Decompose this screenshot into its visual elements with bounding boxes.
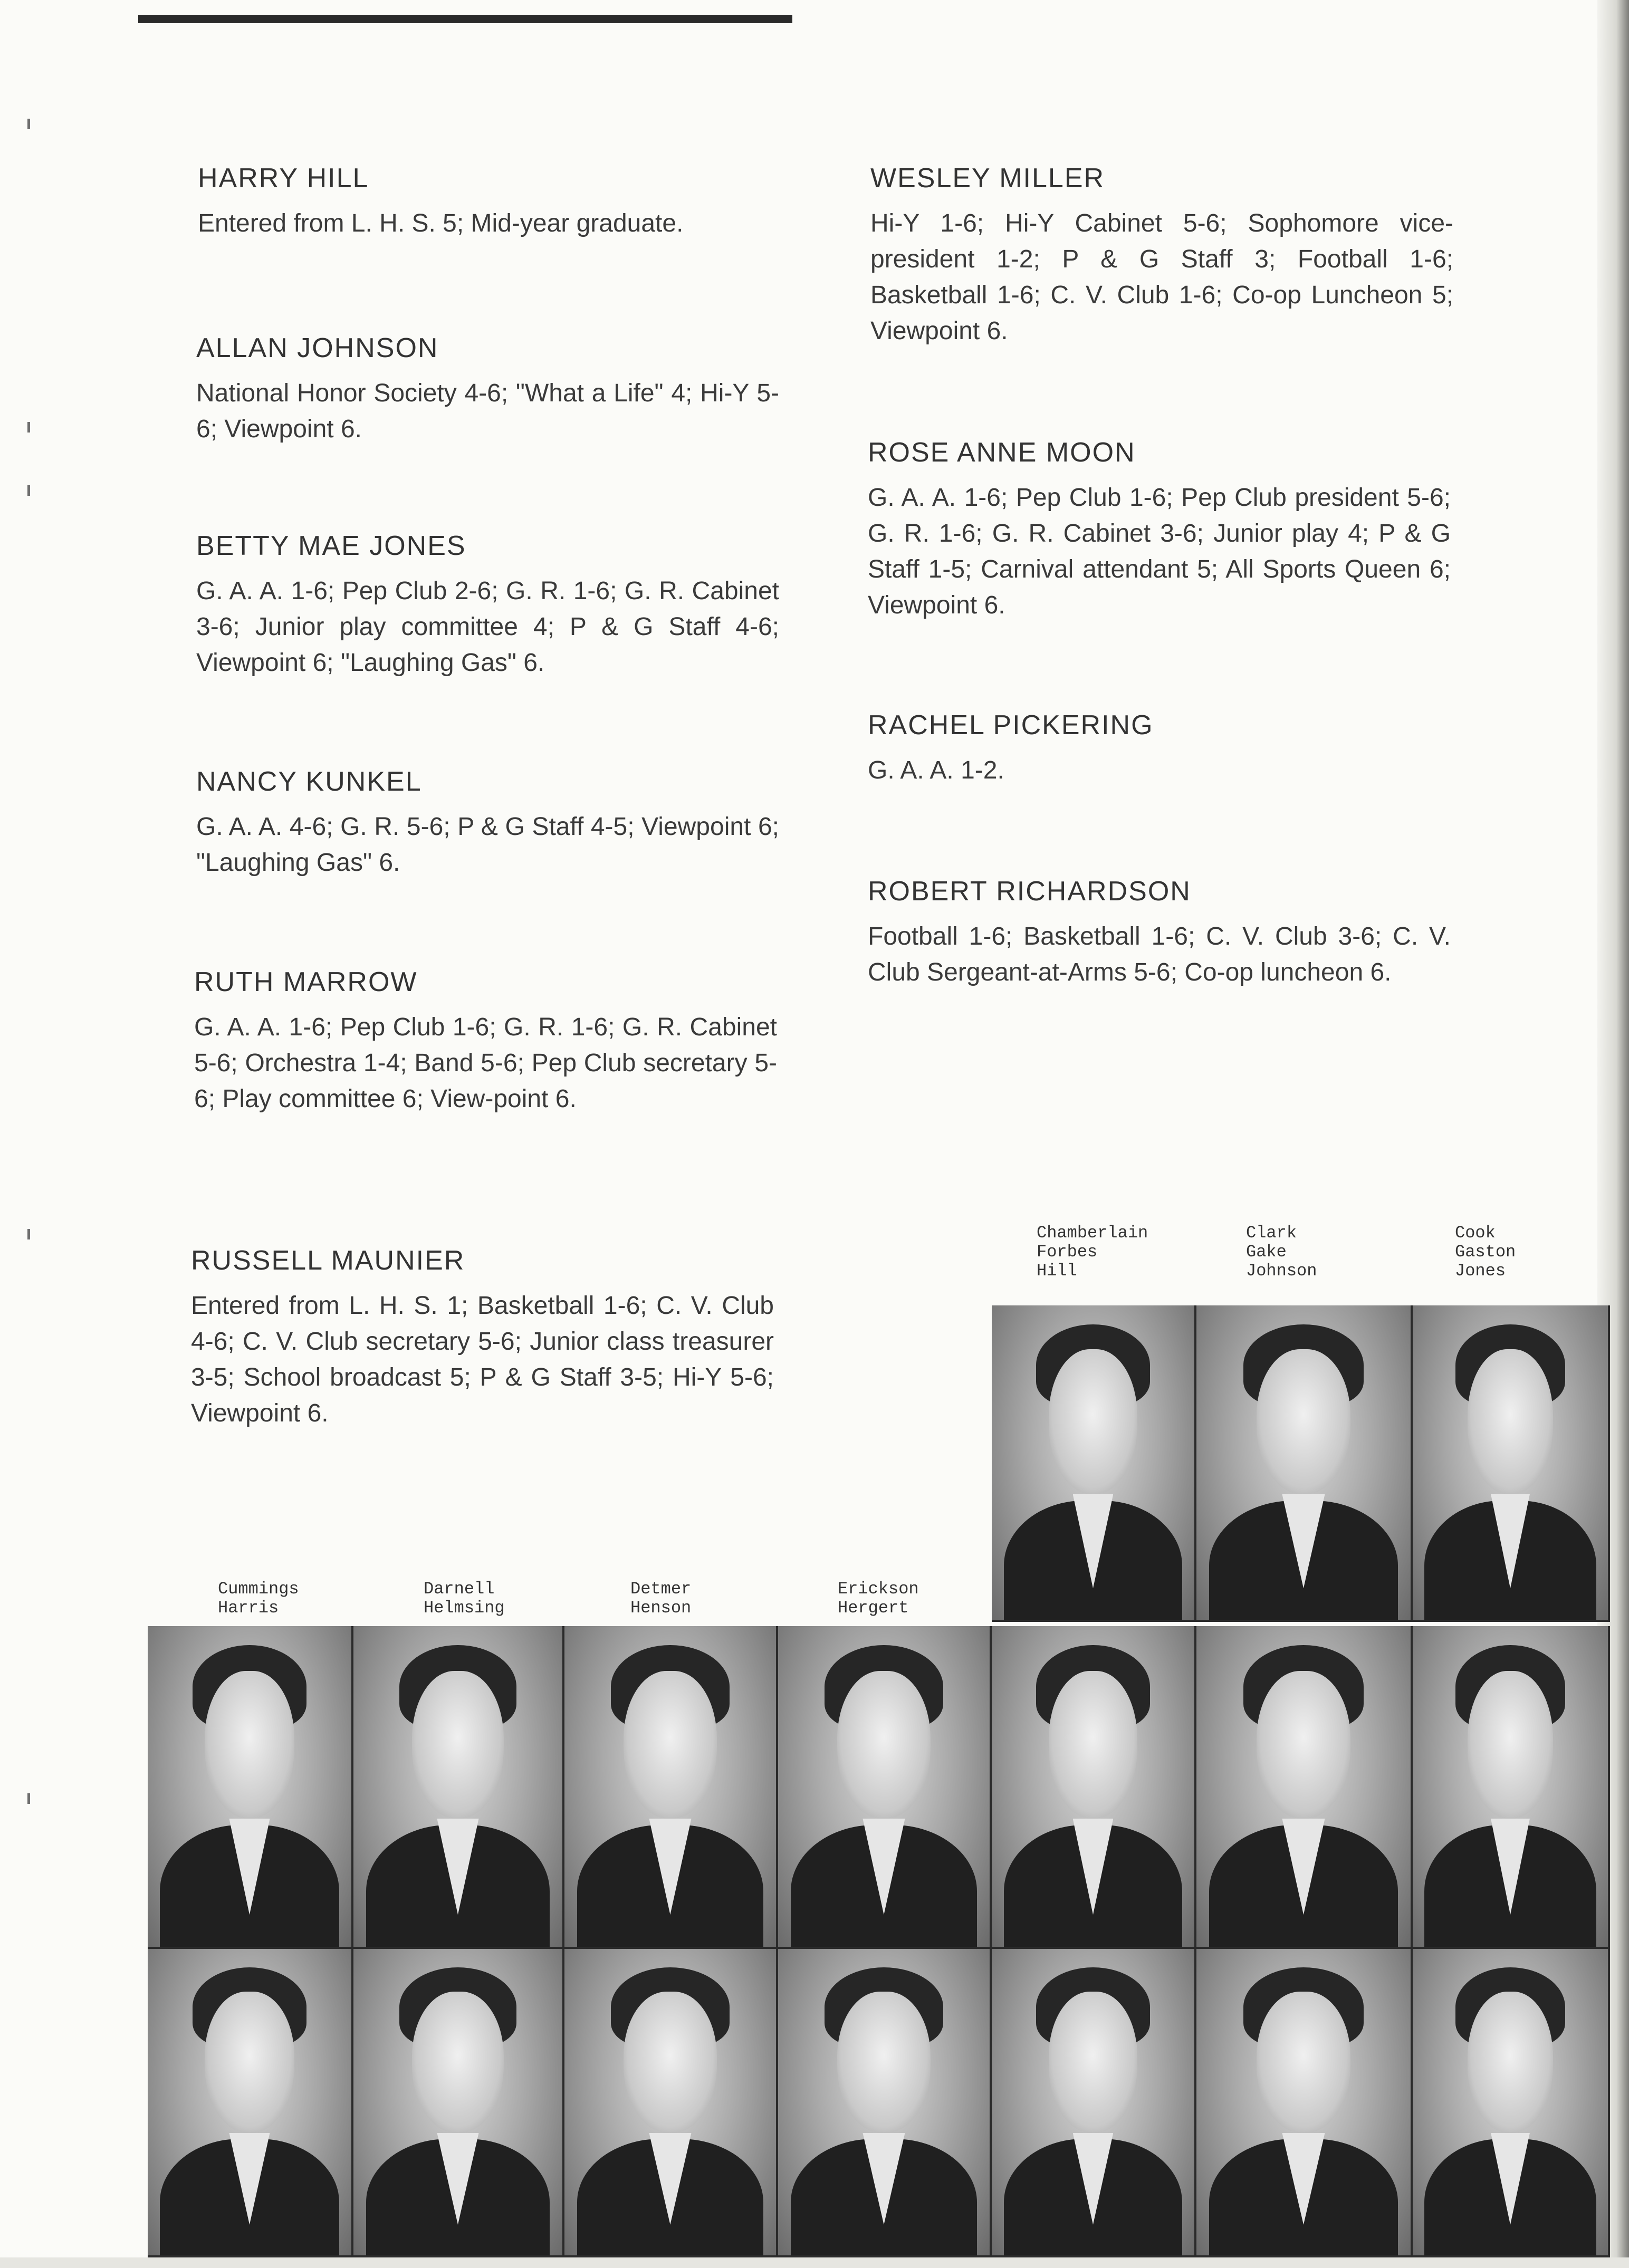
senior-activities: G. A. A. 4-6; G. R. 5-6; P & G Staff 4-5; Viewpoint 6; "Laughing Gas" 6. xyxy=(196,813,779,877)
senior-name: ALLAN JOHNSON xyxy=(196,333,439,363)
senior-name: WESLEY MILLER xyxy=(870,163,1105,194)
senior-name: BETTY MAE JONES xyxy=(196,531,466,561)
portrait-photo xyxy=(148,1626,353,1949)
senior-entry xyxy=(196,332,779,447)
portrait-photo xyxy=(1196,1626,1413,1949)
senior-activities: G. A. A. 1-2. xyxy=(868,756,1004,784)
portrait-photo xyxy=(1196,1305,1413,1622)
senior-activities: Entered from L. H. S. 1; Basketball 1-6; C. V. Club 4-6; C. V. Club secretary 5-6; Junior class treasurer 3-5; School broadcast 5; P & G Staff 3-5; Hi-Y 5-6; Viewpoint 6. xyxy=(191,1292,774,1427)
senior-name: HARRY HILL xyxy=(198,163,369,194)
portrait-photo xyxy=(353,1626,564,1949)
margin-mark xyxy=(27,422,30,433)
portrait-photo xyxy=(148,1949,353,2257)
margin-mark xyxy=(27,119,30,129)
portrait-photo xyxy=(992,1305,1196,1622)
margin-mark xyxy=(27,1229,30,1239)
senior-activities: Football 1-6; Basketball 1-6; C. V. Club 3-6; C. V. Club Sergeant-at-Arms 5-6; Co-op luncheon 6. xyxy=(868,922,1451,986)
photo-caption: Clark Gake Johnson xyxy=(1246,1223,1317,1281)
photo-caption: Erickson Hergert xyxy=(838,1579,919,1618)
senior-name: NANCY KUNKEL xyxy=(196,766,422,797)
margin-mark xyxy=(27,485,30,496)
page-bottom-edge xyxy=(0,2257,1629,2268)
portrait-photo xyxy=(1413,1949,1610,2257)
senior-activities: G. A. A. 1-6; Pep Club 1-6; G. R. 1-6; G. R. Cabinet 5-6; Orchestra 1-4; Band 5-6; Pep Club secretary 5-6; Play committee 6; View-point 6. xyxy=(194,1013,777,1113)
senior-entry xyxy=(196,766,779,881)
photo-caption: Detmer Henson xyxy=(630,1579,692,1618)
portrait-photo xyxy=(1196,1949,1413,2257)
portrait-photo xyxy=(1413,1626,1610,1949)
photo-caption: Cook Gaston Jones xyxy=(1455,1223,1516,1281)
portrait-photo xyxy=(992,1949,1196,2257)
senior-entry xyxy=(868,876,1451,991)
portrait-photo xyxy=(778,1626,992,1949)
senior-activities: G. A. A. 1-6; Pep Club 2-6; G. R. 1-6; G. R. Cabinet 3-6; Junior play committee 4; P & G Staff 4-6; Viewpoint 6; "Laughing Gas" 6. xyxy=(196,577,779,677)
senior-entry xyxy=(196,530,779,681)
portrait-photo xyxy=(992,1626,1196,1949)
top-rule xyxy=(138,15,792,23)
senior-name: ROBERT RICHARDSON xyxy=(868,876,1191,907)
senior-entry xyxy=(198,162,781,242)
senior-activities: G. A. A. 1-6; Pep Club 1-6; Pep Club president 5-6; G. R. 1-6; G. R. Cabinet 3-6; Junior play 4; P & G Staff 1-5; Carnival attendant 5; All Sports Queen 6; Viewpoint 6. xyxy=(868,484,1451,619)
senior-name: RUTH MARROW xyxy=(194,967,418,997)
photo-caption: Cummings Harris xyxy=(218,1579,299,1618)
photo-caption: Darnell Helmsing xyxy=(424,1579,505,1618)
portrait-photo xyxy=(1413,1305,1610,1622)
senior-activities: National Honor Society 4-6; "What a Life" 4; Hi-Y 5-6; Viewpoint 6. xyxy=(196,379,779,443)
senior-entry xyxy=(868,437,1451,623)
portrait-photo xyxy=(564,1626,778,1949)
portrait-photo xyxy=(778,1949,992,2257)
senior-activities: Entered from L. H. S. 5; Mid-year graduate. xyxy=(198,209,684,237)
senior-name: ROSE ANNE MOON xyxy=(868,437,1136,468)
senior-entry xyxy=(870,162,1453,349)
senior-entry xyxy=(194,966,777,1117)
senior-name: RUSSELL MAUNIER xyxy=(191,1245,465,1276)
senior-entry xyxy=(191,1245,774,1431)
senior-entry xyxy=(868,709,1451,789)
margin-mark xyxy=(27,1793,30,1804)
senior-name: RACHEL PICKERING xyxy=(868,710,1154,741)
senior-activities: Hi-Y 1-6; Hi-Y Cabinet 5-6; Sophomore vice-president 1-2; P & G Staff 3; Football 1-6; Basketball 1-6; C. V. Club 1-6; Co-op Luncheon 5; Viewpoint 6. xyxy=(870,209,1453,345)
portrait-photo xyxy=(353,1949,564,2257)
photo-caption: Chamberlain Forbes Hill xyxy=(1037,1223,1148,1281)
portrait-photo xyxy=(564,1949,778,2257)
